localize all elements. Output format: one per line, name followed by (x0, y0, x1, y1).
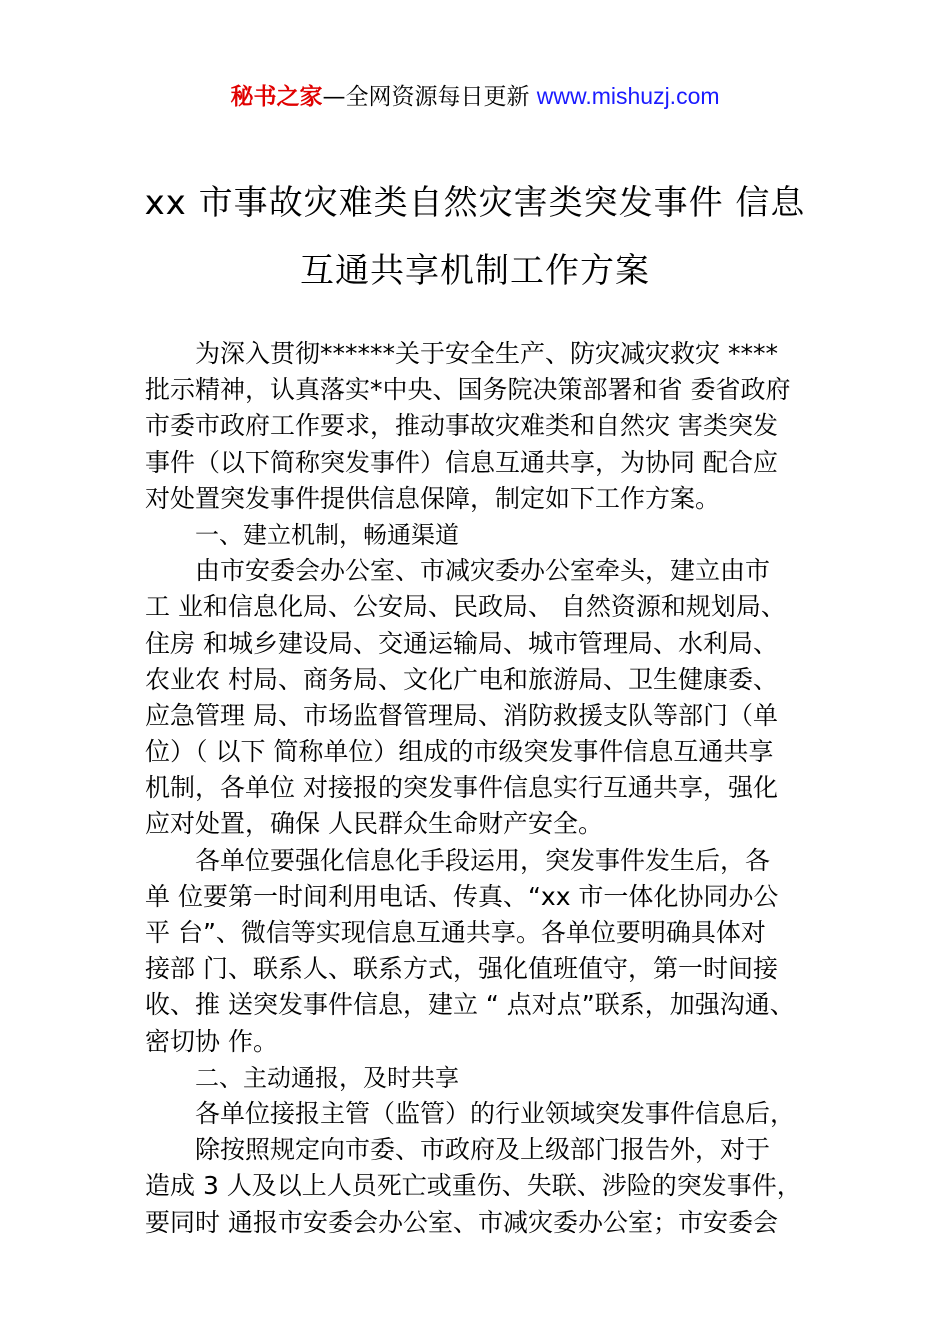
document-title-line-2: 互通共享机制工作方案 (300, 251, 650, 291)
body-line: 事件（以下简称突发事件）信息互通共享，为协同 配合应 (145, 447, 778, 477)
body-line: 要同时 通报市安委会办公室、市减灾委办公室；市安委会 (145, 1207, 778, 1237)
body-line: 应对处置，确保 人民群众生命财产安全。 (145, 809, 603, 839)
body-line: 应急管理 局、市场监督管理局、消防救援支队等部门（单 (145, 700, 778, 730)
section-heading: 一、建立机制，畅通渠道 (195, 520, 459, 549)
body-line: 对处置突发事件提供信息保障，制定如下工作方案。 (145, 483, 721, 513)
body-line: 平 台”、微信等实现信息互通共享。各单位要明确具体对 (145, 918, 766, 947)
body-line: 造成 3 人及以上人员死亡或重伤、失联、涉险的突发事件， (145, 1171, 802, 1201)
body-line: 市委市政府工作要求，推动事故灾难类和自然灾 害类突发 (145, 411, 778, 441)
body-line: 批示精神，认真落实*中央、国务院决策部署和省 委省政府 (145, 375, 791, 405)
body-line: 各单位要强化信息化手段运用，突发事件发生后，各 (195, 845, 771, 875)
section-heading: 二、主动通报，及时共享 (195, 1063, 459, 1092)
body-line: 由市安委会办公室、市减灾委办公室牵头，建立由市 (195, 556, 771, 586)
body-line: 位）（ 以下 简称单位）组成的市级突发事件信息互通共享 (145, 737, 774, 767)
body-line: 密切协 作。 (145, 1026, 278, 1056)
body-line: 机制，各单位 对接报的突发事件信息实行互通共享，强化 (145, 773, 778, 803)
body-line: 工 业和信息化局、公安局、民政局、 自然资源和规划局、 (145, 592, 786, 622)
site-tagline: —全网资源每日更新 (322, 84, 537, 110)
document-body (145, 336, 825, 1241)
body-line: 单 位要第一时间利用电话、传真、“xx 市一体化协同办公 (145, 881, 779, 911)
body-line: 为深入贯彻******关于安全生产、防灾减灾救灾 **** (195, 339, 778, 368)
site-url-link[interactable]: www.mishuzj.com (536, 83, 720, 109)
body-line: 农业农 村局、商务局、文化广电和旅游局、卫生健康委、 (145, 664, 778, 694)
document-title-line-1: xx 市事故灾难类自然灾害类突发事件 信息 (144, 183, 806, 223)
body-line: 除按照规定向市委、市政府及上级部门报告外，对于 (195, 1135, 771, 1165)
site-brand: 秘书之家 (230, 84, 323, 110)
body-line: 接部 门、联系人、联系方式，强化值班值守，第一时间接 (145, 954, 778, 984)
site-header (0, 80, 950, 113)
body-line: 各单位接报主管（监管）的行业领域突发事件信息后， (195, 1098, 796, 1128)
body-line: 收、推 送突发事件信息，建立 “ 点对点”联系，加强沟通、 (145, 990, 795, 1020)
body-line: 住房 和城乡建设局、交通运输局、城市管理局、水利局、 (145, 628, 778, 658)
